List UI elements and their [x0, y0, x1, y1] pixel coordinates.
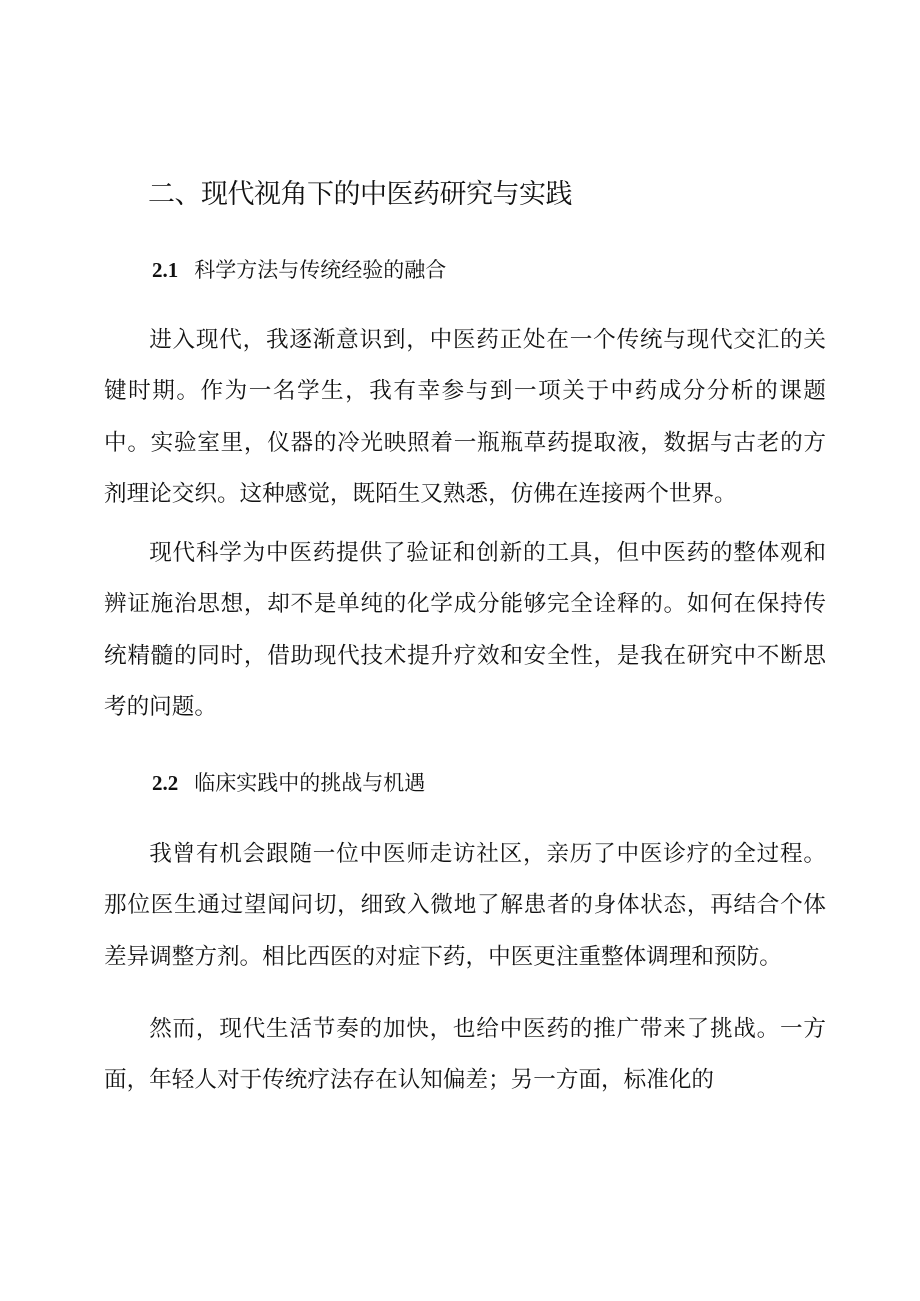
- paragraph: 我曾有机会跟随一位中医师走访社区，亲历了中医诊疗的全过程。那位医生通过望闻问切，细致入微地了解患者的身体状态，再结合个体差异调整方剂。相比西医的对症下药，中医更注重整体调理和预防。: [104, 841, 826, 970]
- subsection-number: 2.2: [152, 771, 179, 795]
- section-heading: 二、现代视角下的中医药研究与实践: [148, 179, 572, 210]
- subsection-number: 2.1: [152, 258, 179, 282]
- paragraph: 进入现代，我逐渐意识到，中医药正处在一个传统与现代交汇的关键时期。作为一名学生，我有幸参与到一项关于中药成分分析的课题中。实验室里，仪器的冷光映照着一瓶瓶草药提取液，数据与古老的方剂理论交织。这种感觉，既陌生又熟悉，仿佛在连接两个世界。: [104, 327, 826, 507]
- subsection-title: 科学方法与传统经验的融合: [194, 258, 447, 282]
- subsection-heading-2-2: [152, 767, 425, 797]
- paragraph: 然而，现代生活节奏的加快，也给中医药的推广带来了挑战。一方面，年轻人对于传统疗法存在认知偏差；另一方面，标准化的: [104, 1016, 826, 1094]
- subsection-title: 临床实践中的挑战与机遇: [194, 771, 426, 795]
- paragraph: 现代科学为中医药提供了验证和创新的工具，但中医药的整体观和辨证施治思想，却不是单纯的化学成分能够完全诠释的。如何在保持传统精髓的同时，借助现代技术提升疗效和安全性，是我在研究中不断思考的问题。: [104, 540, 826, 720]
- subsection-heading-2-1: [152, 254, 446, 284]
